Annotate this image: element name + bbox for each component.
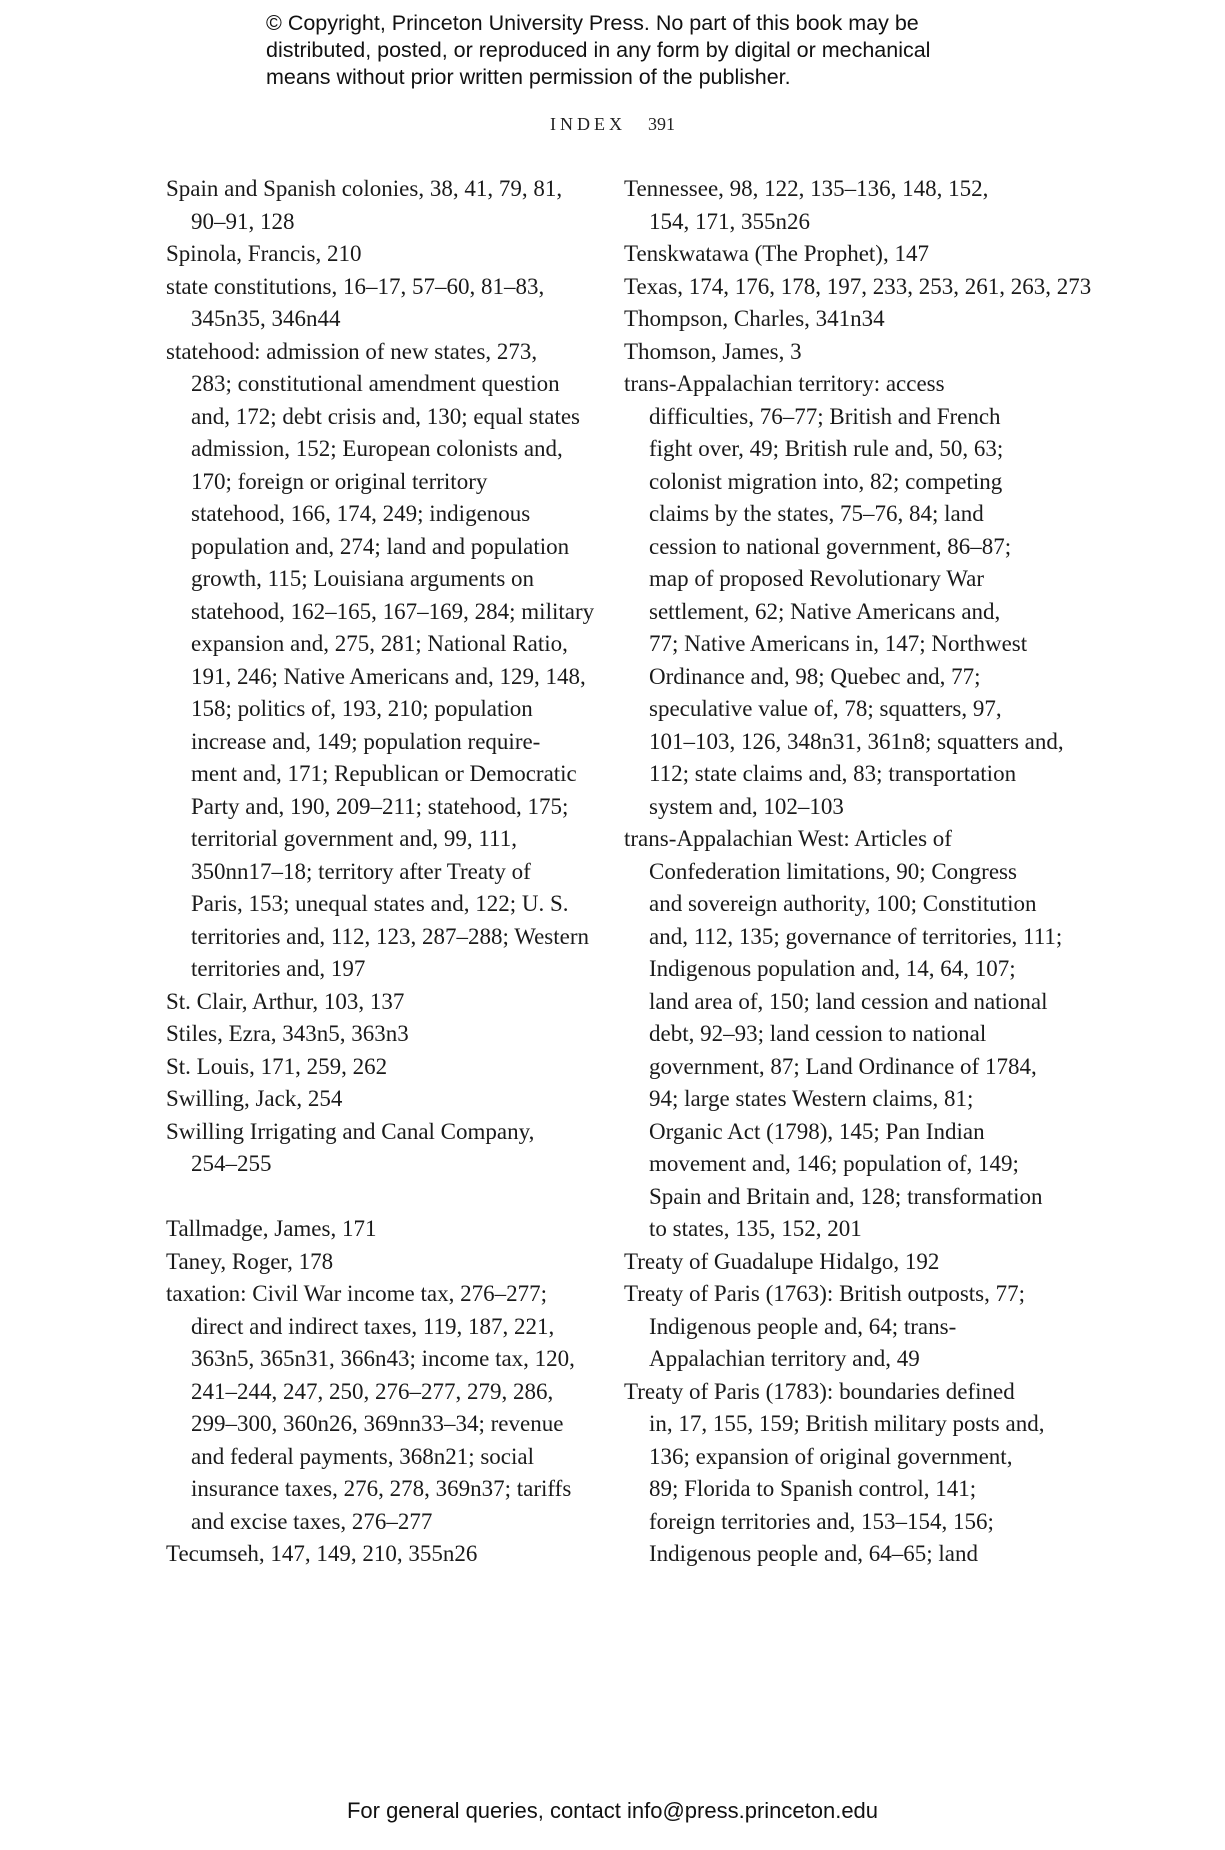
entry-continuation-line: land area of, 150; land cession and national xyxy=(649,988,1048,1014)
entry-continuation-line: 191, 246; Native Americans and, 129, 148, xyxy=(191,663,586,689)
index-entry xyxy=(166,336,596,986)
entry-continuation-line: insurance taxes, 276, 278, 369n37; tariffs xyxy=(191,1476,572,1501)
index-entry xyxy=(166,986,596,1019)
entry-continuation-line: Organic Act (1798), 145; Pan Indian xyxy=(649,1118,985,1144)
entry-continuation-line: foreign territories and, 153–154, 156; xyxy=(649,1508,994,1534)
entry-continuation-line: difficulties, 76–77; British and French xyxy=(649,403,1001,429)
entry-heading-line: taxation: Civil War income tax, 276–277; xyxy=(166,1281,547,1306)
entry-heading-line: trans-Appalachian territory: access xyxy=(624,371,945,396)
entry-continuation-line: 350nn17–18; territory after Treaty of xyxy=(191,858,531,884)
entry-heading-line: state constitutions, 16–17, 57–60, 81–83, xyxy=(166,273,545,299)
entry-continuation-line: settlement, 62; Native Americans and, xyxy=(649,598,1001,624)
entry-continuation-line: 90–91, 128 xyxy=(191,208,295,234)
entry-continuation-line: 77; Native Americans in, 147; Northwest xyxy=(649,631,1028,656)
index-entry xyxy=(624,368,1064,823)
entry-continuation-line: growth, 115; Louisiana arguments on xyxy=(191,566,535,591)
entry-heading-line: Taney, Roger, 178 xyxy=(166,1248,334,1274)
entry-continuation-line: expansion and, 275, 281; National Ratio, xyxy=(191,631,568,656)
entry-continuation-line: territories and, 112, 123, 287–288; Western xyxy=(191,923,590,949)
index-column-left xyxy=(166,173,596,1571)
entry-continuation-line: Confederation limitations, 90; Congress xyxy=(649,858,1017,884)
entry-continuation-line: speculative value of, 78; squatters, 97, xyxy=(649,696,1002,721)
entry-continuation-line: population and, 274; land and population xyxy=(191,533,570,559)
entry-heading-line: Tallmadge, James, 171 xyxy=(166,1216,377,1241)
entry-heading-line: St. Louis, 171, 259, 262 xyxy=(166,1053,388,1079)
entry-continuation-line: and federal payments, 368n21; social xyxy=(191,1443,534,1469)
entry-continuation-line: cession to national government, 86–87; xyxy=(649,533,1012,559)
index-column-right xyxy=(624,173,1092,1571)
entry-continuation-line: 154, 171, 355n26 xyxy=(649,208,810,234)
entry-heading-line: Stiles, Ezra, 343n5, 363n3 xyxy=(166,1021,409,1046)
index-entry xyxy=(166,1278,596,1538)
entry-continuation-line: Indigenous people and, 64–65; land xyxy=(649,1541,978,1566)
entry-continuation-line: 112; state claims and, 83; transportation xyxy=(649,761,1017,786)
entry-continuation-line: 363n5, 365n31, 366n43; income tax, 120, xyxy=(191,1346,575,1371)
index-entry xyxy=(166,1051,596,1084)
entry-continuation-line: claims by the states, 75–76, 84; land xyxy=(649,501,984,526)
entry-continuation-line: Indigenous people and, 64; trans- xyxy=(649,1313,957,1339)
entry-heading-line: Treaty of Paris (1763): British outposts, 77; xyxy=(624,1281,1026,1306)
index-entry xyxy=(624,303,1064,336)
entry-heading-line: St. Clair, Arthur, 103, 137 xyxy=(166,988,405,1014)
copyright-line: means without prior written permission of the publisher. xyxy=(266,65,791,89)
entry-heading-line: Tennessee, 98, 122, 135–136, 148, 152, xyxy=(624,176,989,201)
entry-heading-line: Thompson, Charles, 341n34 xyxy=(624,306,885,331)
entry-continuation-line: 136; expansion of original government, xyxy=(649,1443,1013,1469)
entry-continuation-line: fight over, 49; British rule and, 50, 63; xyxy=(649,436,1004,461)
entry-continuation-line: 158; politics of, 193, 210; population xyxy=(191,696,533,721)
entry-heading-line: statehood: admission of new states, 273, xyxy=(166,338,538,364)
entry-continuation-line: and, 172; debt crisis and, 130; equal states xyxy=(191,403,581,429)
index-entry xyxy=(166,1246,596,1279)
entry-heading-line: trans-Appalachian West: Articles of xyxy=(624,826,952,851)
entry-continuation-line: Appalachian territory and, 49 xyxy=(649,1346,920,1371)
index-entry xyxy=(624,1246,1064,1279)
entry-heading-line: Tecumseh, 147, 149, 210, 355n26 xyxy=(166,1541,478,1566)
entry-continuation-line: system and, 102–103 xyxy=(649,793,844,819)
entry-heading-line: Texas, 174, 176, 178, 197, 233, 253, 261, 263, 273 xyxy=(624,273,1092,299)
entry-continuation-line: 345n35, 346n44 xyxy=(191,306,341,331)
index-entry xyxy=(166,1213,596,1246)
index-entry xyxy=(624,173,1064,238)
page-number: 391 xyxy=(648,114,675,134)
entry-continuation-line: government, 87; Land Ordinance of 1784, xyxy=(649,1053,1037,1079)
copyright-line: © Copyright, Princeton University Press. No part of this book may be xyxy=(266,11,919,35)
entry-continuation-line: and excise taxes, 276–277 xyxy=(191,1508,433,1534)
entry-continuation-line: admission, 152; European colonists and, xyxy=(191,436,563,461)
entry-continuation-line: and, 112, 135; governance of territories, 111; xyxy=(649,923,1063,949)
entry-continuation-line: to states, 135, 152, 201 xyxy=(649,1216,862,1241)
entry-continuation-line: 170; foreign or original territory xyxy=(191,468,488,494)
entry-continuation-line: 94; large states Western claims, 81; xyxy=(649,1086,974,1111)
section-label: INDEX xyxy=(550,114,626,134)
entry-heading-line xyxy=(166,1181,596,1214)
copyright-line: distributed, posted, or reproduced in any form by digital or mechanical xyxy=(266,38,931,62)
entry-continuation-line: Paris, 153; unequal states and, 122; U. S. xyxy=(191,891,569,916)
entry-heading-line: Thomson, James, 3 xyxy=(624,338,802,364)
entry-continuation-line: Ordinance and, 98; Quebec and, 77; xyxy=(649,663,981,689)
index-entry xyxy=(166,1116,596,1181)
index-entry xyxy=(166,1083,596,1116)
copyright-notice xyxy=(266,10,930,91)
entry-continuation-line: territorial government and, 99, 111, xyxy=(191,826,517,851)
running-head xyxy=(0,114,1225,135)
index-entry xyxy=(166,173,596,238)
entry-continuation-line: ment and, 171; Republican or Democratic xyxy=(191,761,577,786)
entry-continuation-line: territories and, 197 xyxy=(191,956,366,981)
entry-continuation-line: statehood, 166, 174, 249; indigenous xyxy=(191,501,531,526)
index-entry xyxy=(166,1538,596,1571)
entry-continuation-line: 299–300, 360n26, 369nn33–34; revenue xyxy=(191,1411,564,1436)
footer-contact: For general queries, contact info@press.princeton.edu xyxy=(346,1798,879,1823)
entry-continuation-line: 241–244, 247, 250, 276–277, 279, 286, xyxy=(191,1378,554,1404)
entry-continuation-line: in, 17, 155, 159; British military posts and, xyxy=(649,1411,1045,1436)
entry-continuation-line: Spain and Britain and, 128; transformation xyxy=(649,1183,1043,1209)
index-entry xyxy=(166,271,596,336)
index-entry xyxy=(624,1376,1064,1571)
entry-heading-line: Treaty of Paris (1783): boundaries defined xyxy=(624,1378,1015,1404)
entry-heading-line: Tenskwatawa (The Prophet), 147 xyxy=(624,241,929,266)
entry-continuation-line: direct and indirect taxes, 119, 187, 221, xyxy=(191,1313,555,1339)
entry-continuation-line: increase and, 149; population require- xyxy=(191,728,541,754)
entry-heading-line: Treaty of Guadalupe Hidalgo, 192 xyxy=(624,1248,940,1274)
index-entry xyxy=(166,238,596,271)
entry-heading-line: Spain and Spanish colonies, 38, 41, 79, 81, xyxy=(166,176,563,201)
entry-continuation-line: 283; constitutional amendment question xyxy=(191,371,560,396)
entry-heading-line: Swilling Irrigating and Canal Company, xyxy=(166,1118,535,1144)
entry-spacer xyxy=(166,1181,596,1214)
entry-continuation-line: Indigenous population and, 14, 64, 107; xyxy=(649,956,1016,981)
index-entry xyxy=(624,271,1092,304)
entry-continuation-line: map of proposed Revolutionary War xyxy=(649,566,984,591)
entry-heading-line: Spinola, Francis, 210 xyxy=(166,241,362,266)
entry-continuation-line: 254–255 xyxy=(191,1151,272,1176)
entry-continuation-line: debt, 92–93; land cession to national xyxy=(649,1021,987,1046)
entry-continuation-line: Party and, 190, 209–211; statehood, 175; xyxy=(191,793,569,819)
entry-continuation-line: statehood, 162–165, 167–169, 284; military xyxy=(191,598,595,624)
entry-continuation-line: 89; Florida to Spanish control, 141; xyxy=(649,1476,977,1501)
index-entry xyxy=(624,336,1064,369)
entry-continuation-line: 101–103, 126, 348n31, 361n8; squatters and, xyxy=(649,728,1064,754)
index-entry xyxy=(166,1018,596,1051)
index-entry xyxy=(624,1278,1064,1376)
index-entry xyxy=(624,823,1064,1246)
index-entry xyxy=(624,238,1064,271)
entry-continuation-line: and sovereign authority, 100; Constitution xyxy=(649,891,1037,916)
entry-continuation-line: movement and, 146; population of, 149; xyxy=(649,1151,1019,1176)
entry-continuation-line: colonist migration into, 82; competing xyxy=(649,468,1003,494)
entry-heading-line: Swilling, Jack, 254 xyxy=(166,1086,343,1111)
